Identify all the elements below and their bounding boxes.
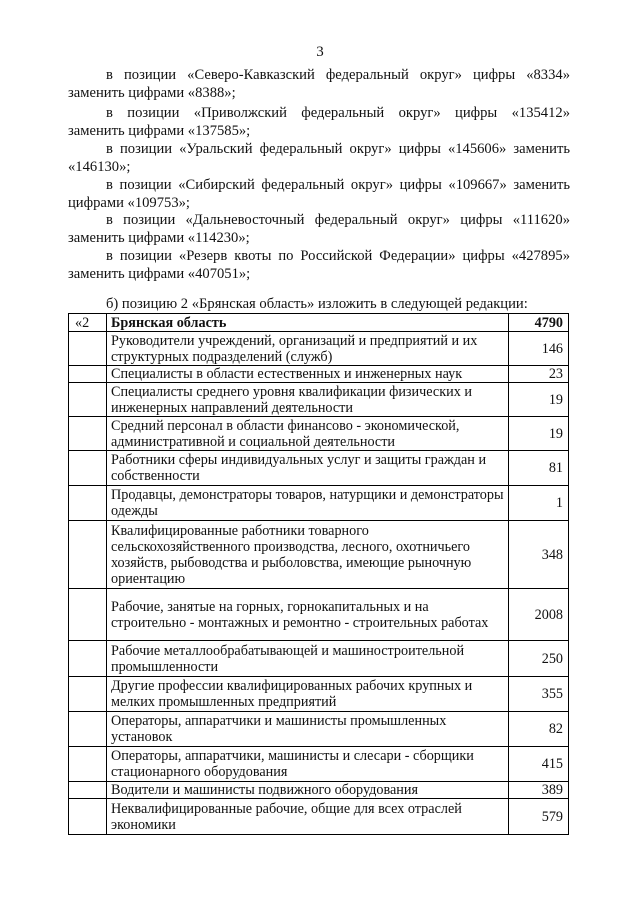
profession-name: Операторы, аппаратчики и машинисты промышленных установок [107,712,509,747]
empty-cell [69,521,107,589]
table-row [69,747,569,782]
table-row [69,417,569,451]
empty-cell [69,332,107,366]
quota-table [68,313,569,835]
quota-value: 82 [509,712,569,747]
empty-cell [69,677,107,712]
profession-name: Водители и машинисты подвижного оборудования [107,782,509,799]
quota-value: 355 [509,677,569,712]
empty-cell [69,486,107,521]
paragraph-line: заменить цифрами «8388»; [68,85,236,101]
quota-value: 2008 [509,589,569,641]
empty-cell [69,747,107,782]
empty-cell [69,712,107,747]
paragraph-line: в позиции «Уральский федеральный округ» цифры «145606» заменить [106,141,570,157]
quota-value: 348 [509,521,569,589]
quota-value: 23 [509,366,569,383]
amendment-paragraph [68,140,570,176]
region-total: 4790 [509,314,569,332]
profession-name: Специалисты среднего уровня квалификации физических и инженерных направлений деятельности [107,383,509,417]
amendment-paragraph [68,176,570,212]
profession-name: Неквалифицированные рабочие, общие для всех отраслей экономики [107,799,509,835]
quota-value: 250 [509,641,569,677]
quota-value: 19 [509,417,569,451]
quota-value: 389 [509,782,569,799]
paragraph-line: заменить цифрами «407051»; [68,266,251,282]
amendment-paragraph [68,247,570,283]
table-row [69,486,569,521]
profession-name: Другие профессии квалифицированных рабочих крупных и мелких промышленных предприятий [107,677,509,712]
table-intro: б) позицию 2 «Брянская область» изложить в следующей редакции: [106,296,528,312]
quota-value: 415 [509,747,569,782]
empty-cell [69,782,107,799]
amendment-paragraph [68,66,570,102]
profession-name: Средний персонал в области финансово - экономической, административной и социальной деятельности [107,417,509,451]
profession-name: Рабочие, занятые на горных, горнокапитальных и на строительно - монтажных и ремонтно - строительных работах [107,589,509,641]
table-row [69,451,569,486]
paragraph-line: в позиции «Резерв квоты по Российской Федерации» цифры «427895» [106,248,570,264]
table-row [69,589,569,641]
position-number: «2 [69,314,107,332]
quota-value: 19 [509,383,569,417]
paragraph-line: заменить цифрами «114230»; [68,230,250,246]
profession-name: Специалисты в области естественных и инженерных наук [107,366,509,383]
quota-value: 146 [509,332,569,366]
profession-name: Рабочие металлообрабатывающей и машиностроительной промышленности [107,641,509,677]
table-row [69,332,569,366]
empty-cell [69,641,107,677]
table-row [69,799,569,835]
empty-cell [69,366,107,383]
paragraph-line: «146130»; [68,159,131,175]
table-row [69,641,569,677]
profession-name: Руководители учреждений, организаций и предприятий и их структурных подразделений (служб) [107,332,509,366]
table-row [69,677,569,712]
empty-cell [69,383,107,417]
profession-name: Продавцы, демонстраторы товаров, натурщики и демонстраторы одежды [107,486,509,521]
quota-value: 579 [509,799,569,835]
table-row [69,782,569,799]
empty-cell [69,589,107,641]
empty-cell [69,417,107,451]
quota-value: 1 [509,486,569,521]
table-row [69,366,569,383]
profession-name: Операторы, аппаратчики, машинисты и слесари - сборщики стационарного оборудования [107,747,509,782]
table-row [69,712,569,747]
empty-cell [69,451,107,486]
profession-name: Работники сферы индивидуальных услуг и защиты граждан и собственности [107,451,509,486]
paragraph-line: в позиции «Приволжский федеральный округ» цифры «135412» [106,105,570,121]
profession-name: Квалифицированные работники товарного сельскохозяйственного производства, лесного, охотничьего хозяйств, рыбоводства и рыболовства, имеющие рыночную ориентацию [107,521,509,589]
table-row [69,383,569,417]
paragraph-line: в позиции «Дальневосточный федеральный округ» цифры «111620» [106,212,570,228]
amendment-paragraph [68,211,570,247]
amendment-paragraph [68,104,570,140]
empty-cell [69,799,107,835]
region-name: Брянская область [107,314,509,332]
table-row [69,521,569,589]
paragraph-line: цифрами «109753»; [68,195,190,211]
table-header-row [69,314,569,332]
paragraph-line: в позиции «Сибирский федеральный округ» цифры «109667» заменить [106,177,570,193]
paragraph-line: в позиции «Северо-Кавказский федеральный округ» цифры «8334» [106,67,570,83]
paragraph-line: заменить цифрами «137585»; [68,123,251,139]
quota-value: 81 [509,451,569,486]
page-number: 3 [316,44,324,60]
